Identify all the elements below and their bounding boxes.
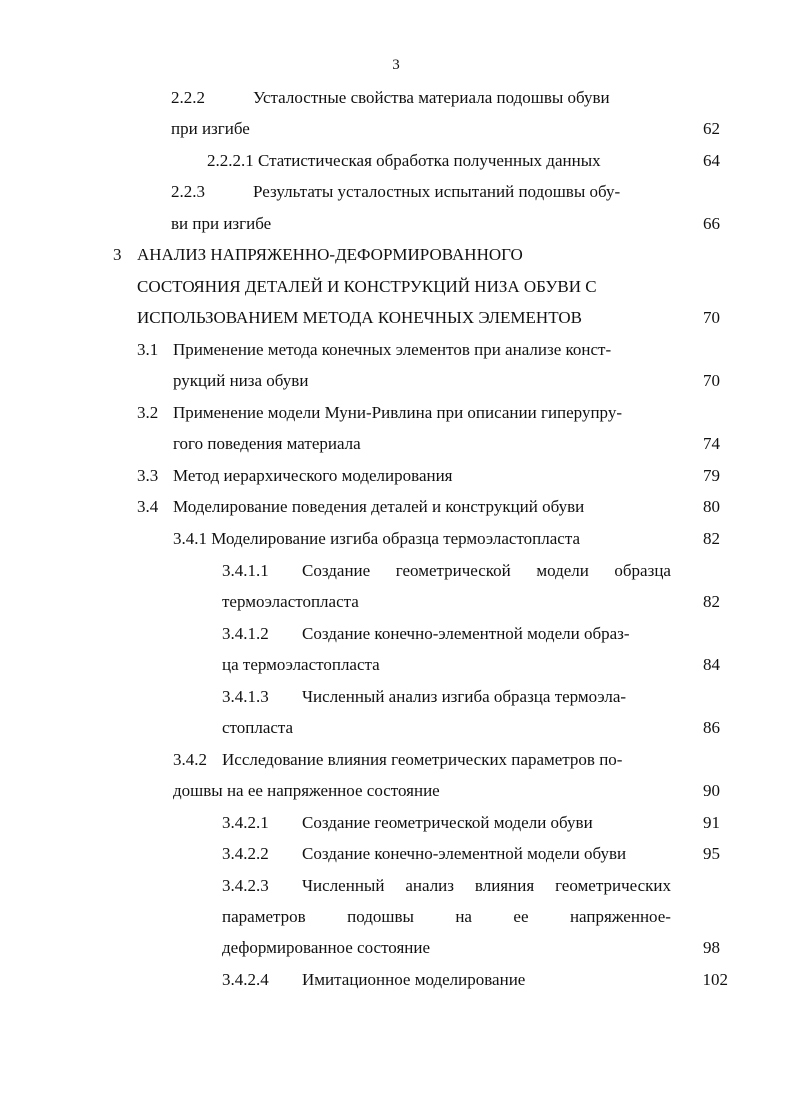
toc-word: анализ [405, 876, 454, 895]
toc-title: термоэластопласта [222, 592, 359, 611]
toc-word: подошвы [347, 907, 414, 926]
toc-title: Применение метода конечных элементов при анализе конст- [173, 340, 612, 359]
toc-number: 3.4.2.4 [222, 970, 269, 989]
toc-number: 2.2.2 [171, 88, 205, 107]
toc-page: 82 [703, 592, 720, 611]
toc-title: Имитационное моделирование [302, 970, 526, 989]
toc-word: ее [513, 907, 529, 926]
toc-word: Численный [302, 876, 385, 895]
toc-title: деформированное состояние [222, 938, 431, 957]
toc-word: образца [614, 561, 671, 580]
toc-number: 3.1 [137, 340, 159, 359]
toc-title: Исследование влияния геометрических параметров по- [222, 750, 623, 769]
toc-title: 2.2.2.1 Статистическая обработка полученных данных [207, 151, 601, 170]
toc-title: дошвы на ее напряженное состояние [173, 781, 440, 800]
toc-number: 3.4.1.2 [222, 624, 269, 643]
toc-page: 62 [703, 119, 720, 138]
toc-word: геометрических [555, 876, 671, 895]
toc-title: стопласта [222, 718, 294, 737]
toc-number: 3.4.1.1 [222, 561, 269, 580]
toc-word: Создание [302, 561, 371, 580]
toc-page: 102 [702, 970, 728, 989]
toc-page: 66 [703, 214, 720, 233]
toc-chapter-title: АНАЛИЗ НАПРЯЖЕННО-ДЕФОРМИРОВАННОГО [137, 245, 523, 264]
toc-page: 79 [703, 466, 720, 485]
toc-word: на [455, 907, 472, 926]
toc-title: Создание конечно-элементной модели обуви [302, 844, 627, 863]
toc-number: 2.2.3 [171, 182, 205, 201]
toc-number: 3.4.2 [173, 750, 207, 769]
toc-page: 98 [703, 938, 720, 957]
toc-number: 3.4.1.3 [222, 687, 269, 706]
toc-title: Создание геометрической модели обуви [302, 813, 593, 832]
toc-title-justified [222, 907, 671, 927]
toc-title: Метод иерархического моделирования [173, 466, 453, 485]
toc-word: параметров [222, 907, 306, 926]
toc-title: ца термоэластопласта [222, 655, 380, 674]
toc-page: 80 [703, 497, 720, 516]
toc-chapter-title: СОСТОЯНИЯ ДЕТАЛЕЙ И КОНСТРУКЦИЙ НИЗА ОБУВИ С [137, 277, 597, 296]
toc-page: 91 [703, 813, 720, 832]
toc-title-justified [302, 876, 671, 896]
toc-number: 3.4.2.2 [222, 844, 269, 863]
toc-title: Усталостные свойства материала подошвы обуви [253, 88, 610, 107]
toc-number: 3.3 [137, 466, 159, 485]
toc-word: напряженное- [569, 907, 671, 926]
toc-page: 95 [703, 844, 720, 863]
toc-page: 74 [703, 434, 720, 453]
toc-title: гого поведения материала [173, 434, 361, 453]
toc-number: 3.2 [137, 403, 159, 422]
toc-chapter-title: ИСПОЛЬЗОВАНИЕМ МЕТОДА КОНЕЧНЫХ ЭЛЕМЕНТОВ [137, 308, 582, 327]
toc-number: 3.4.2.3 [222, 876, 269, 895]
toc-title: ви при изгибе [171, 214, 272, 233]
toc-number: 3 [113, 245, 122, 264]
page-number: 3 [392, 57, 400, 73]
toc-title: Создание конечно-элементной модели образ- [302, 624, 630, 643]
toc-title: Моделирование поведения деталей и конструкций обуви [173, 497, 585, 516]
toc-word: геометрической [395, 561, 511, 580]
toc-page: 70 [703, 371, 720, 390]
toc-page: 70 [703, 308, 720, 327]
toc-number: 3.4 [137, 497, 159, 516]
toc-number: 3.4.2.1 [222, 813, 269, 832]
toc-title-justified [302, 561, 671, 581]
toc-title: Результаты усталостных испытаний подошвы обу- [253, 182, 621, 201]
toc-title: Применение модели Муни-Ривлина при описании гиперупру- [173, 403, 622, 422]
toc-page: 90 [703, 781, 720, 800]
toc-page: 64 [703, 151, 720, 170]
toc-page: 86 [703, 718, 720, 737]
toc-title: при изгибе [171, 119, 250, 138]
toc-title: 3.4.1 Моделирование изгиба образца термоэластопласта [173, 529, 581, 548]
toc-title: рукций низа обуви [173, 371, 309, 390]
toc-page: 82 [703, 529, 720, 548]
toc-word: влияния [474, 876, 535, 895]
toc-title: Численный анализ изгиба образца термоэла- [302, 687, 627, 706]
toc-page: 84 [703, 655, 720, 674]
toc-word: модели [536, 561, 589, 580]
